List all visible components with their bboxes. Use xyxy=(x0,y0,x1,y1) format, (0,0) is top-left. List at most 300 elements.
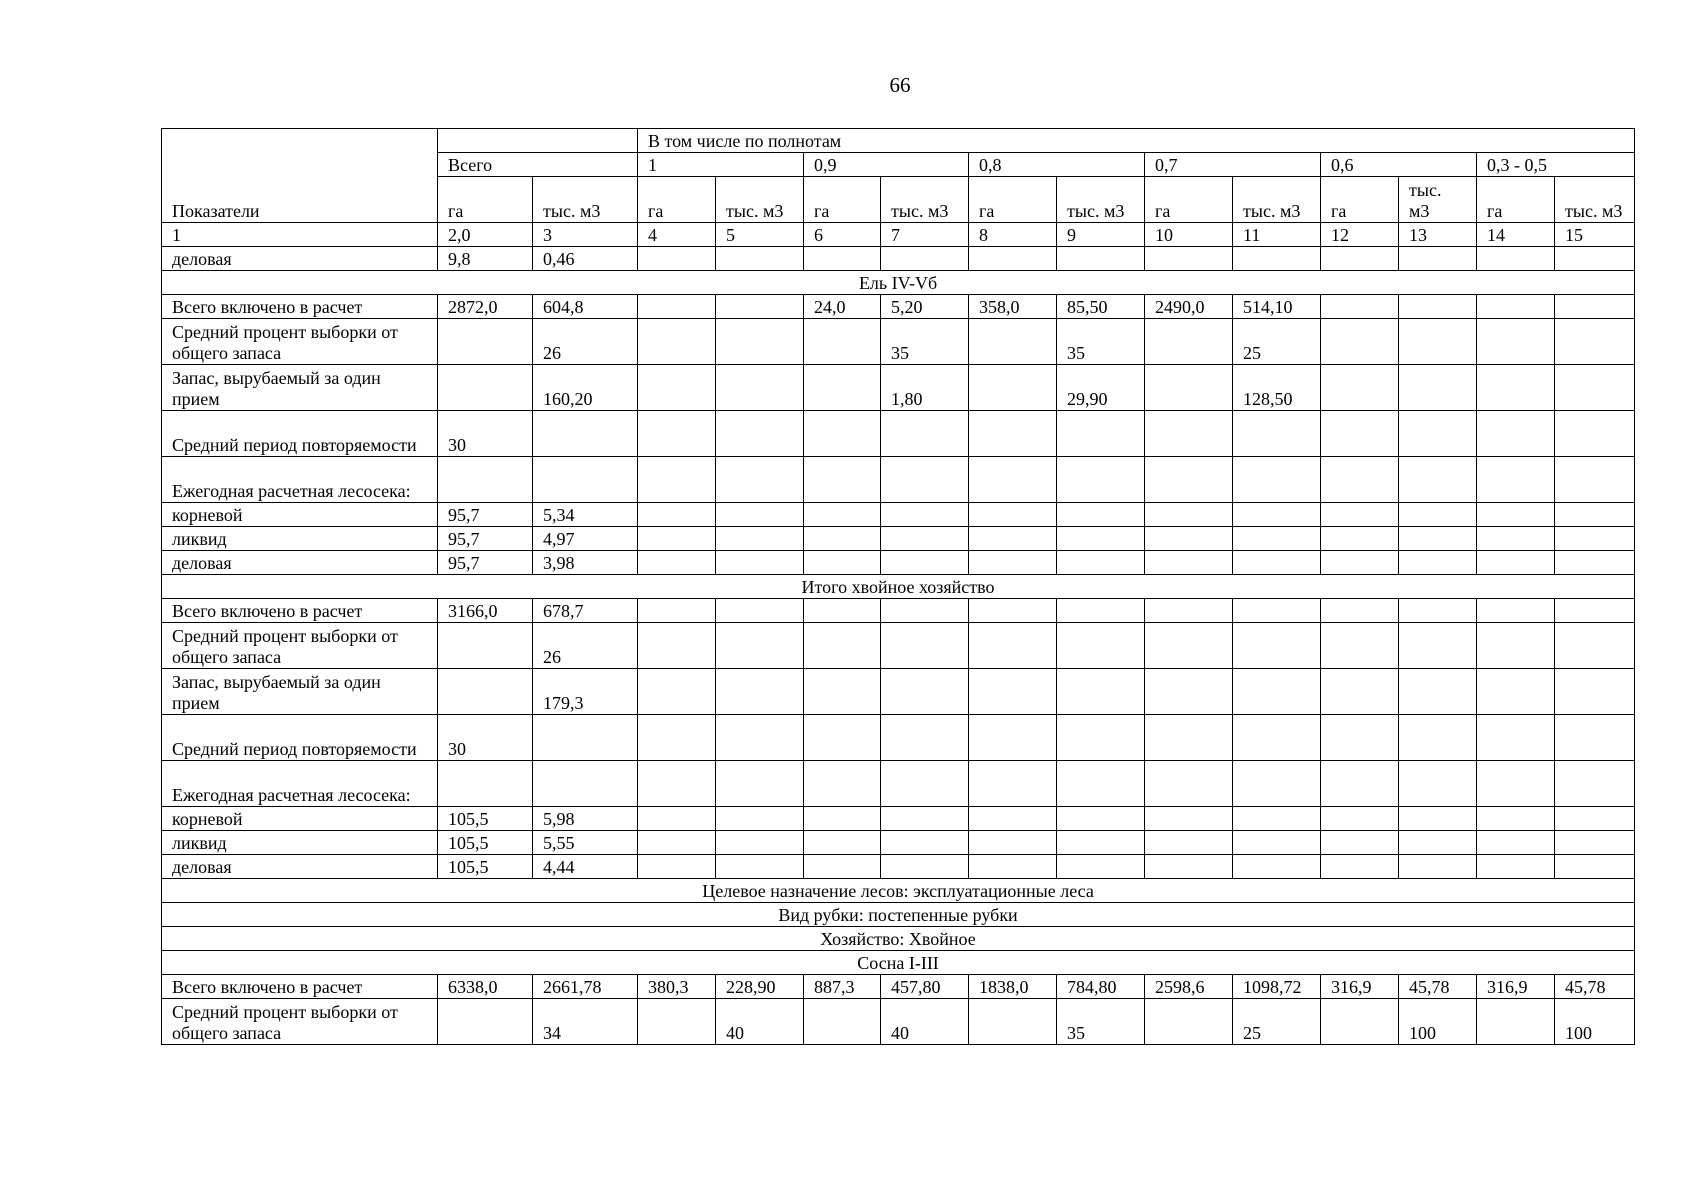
cell-value xyxy=(804,669,881,715)
cell-value: 5,34 xyxy=(533,503,638,527)
cell-value xyxy=(638,527,716,551)
column-number: 3 xyxy=(533,223,638,247)
cell-value xyxy=(1321,623,1399,669)
cell-value xyxy=(804,551,881,575)
cell-value xyxy=(804,999,881,1045)
cell-value xyxy=(1057,411,1145,457)
cell-value xyxy=(1399,761,1477,807)
cell-value xyxy=(1555,831,1635,855)
cell-value xyxy=(1477,855,1555,879)
cell-value xyxy=(969,503,1057,527)
cell-value xyxy=(1555,623,1635,669)
cell-value: 105,5 xyxy=(438,807,533,831)
cell-value xyxy=(438,457,533,503)
row-label: Всего включено в расчет xyxy=(162,975,438,999)
cell-value xyxy=(881,411,969,457)
column-number: 13 xyxy=(1399,223,1477,247)
row-label: ликвид xyxy=(162,527,438,551)
table-row xyxy=(162,599,1635,623)
cell-value xyxy=(881,761,969,807)
cell-value: 3166,0 xyxy=(438,599,533,623)
cell-value xyxy=(1233,623,1321,669)
cell-value xyxy=(533,457,638,503)
column-number: 8 xyxy=(969,223,1057,247)
cell-value xyxy=(1555,669,1635,715)
column-number: 12 xyxy=(1321,223,1399,247)
cell-value xyxy=(804,761,881,807)
cell-value xyxy=(716,715,804,761)
cell-value: 25 xyxy=(1233,319,1321,365)
cell-value xyxy=(1399,319,1477,365)
cell-value xyxy=(716,295,804,319)
cell-value xyxy=(969,527,1057,551)
cell-value xyxy=(1233,669,1321,715)
cell-value xyxy=(1145,503,1233,527)
cell-value xyxy=(1145,831,1233,855)
cell-value xyxy=(1145,623,1233,669)
cell-value: 5,98 xyxy=(533,807,638,831)
cell-value xyxy=(438,761,533,807)
cell-value: 0,46 xyxy=(533,247,638,271)
cell-value xyxy=(1321,319,1399,365)
cell-value xyxy=(638,551,716,575)
cell-value xyxy=(1233,807,1321,831)
cell-value xyxy=(716,411,804,457)
cell-value xyxy=(969,319,1057,365)
header-density: 0,6 xyxy=(1321,153,1477,177)
table-row xyxy=(162,411,1635,457)
cell-value xyxy=(638,831,716,855)
cell-value xyxy=(804,599,881,623)
header-unit-thous-m3: тыс. м3 xyxy=(533,177,638,223)
cell-value xyxy=(1145,551,1233,575)
header-density: 0,9 xyxy=(804,153,969,177)
cell-value xyxy=(1477,247,1555,271)
cell-value xyxy=(1321,457,1399,503)
cell-value: 9,8 xyxy=(438,247,533,271)
cell-value xyxy=(1399,623,1477,669)
row-label: Средний период повторяемости xyxy=(162,715,438,761)
cell-value xyxy=(1477,623,1555,669)
cell-value xyxy=(881,527,969,551)
cell-value: 30 xyxy=(438,715,533,761)
cell-value: 2872,0 xyxy=(438,295,533,319)
cell-value xyxy=(638,457,716,503)
cell-value: 887,3 xyxy=(804,975,881,999)
cell-value xyxy=(1399,669,1477,715)
cell-value xyxy=(716,247,804,271)
cell-value: 316,9 xyxy=(1321,975,1399,999)
cell-value xyxy=(716,761,804,807)
cell-value xyxy=(969,247,1057,271)
cell-value xyxy=(716,855,804,879)
cell-value xyxy=(1555,503,1635,527)
cell-value: 34 xyxy=(533,999,638,1045)
header-density: 0,8 xyxy=(969,153,1145,177)
cell-value xyxy=(638,411,716,457)
cell-value xyxy=(1477,457,1555,503)
header-unit-thous-m3: тыс. м3 xyxy=(881,177,969,223)
section-heading: Вид рубки: постепенные рубки xyxy=(162,903,1635,927)
row-label: Запас, вырубаемый за один прием xyxy=(162,669,438,715)
header-by-density: В том числе по полнотам xyxy=(638,129,1635,153)
cell-value xyxy=(1555,457,1635,503)
cell-value xyxy=(1233,761,1321,807)
cell-value xyxy=(969,999,1057,1045)
cell-value xyxy=(1555,715,1635,761)
cell-value xyxy=(1477,551,1555,575)
cell-value xyxy=(438,623,533,669)
header-total: Всего xyxy=(438,153,638,177)
cell-value xyxy=(1477,807,1555,831)
row-label: Средний период повторяемости xyxy=(162,411,438,457)
cell-value xyxy=(804,457,881,503)
cell-value: 26 xyxy=(533,319,638,365)
cell-value xyxy=(1233,599,1321,623)
cell-value: 5,20 xyxy=(881,295,969,319)
cell-value xyxy=(881,599,969,623)
cell-value: 35 xyxy=(1057,999,1145,1045)
cell-value xyxy=(1145,599,1233,623)
page-number: 66 xyxy=(889,73,911,97)
column-number: 14 xyxy=(1477,223,1555,247)
cell-value xyxy=(638,855,716,879)
cell-value: 4,97 xyxy=(533,527,638,551)
table-row xyxy=(162,247,1635,271)
cell-value xyxy=(969,715,1057,761)
header-total-blank xyxy=(438,129,638,153)
cell-value xyxy=(1555,807,1635,831)
column-number: 2,0 xyxy=(438,223,533,247)
cell-value: 100 xyxy=(1555,999,1635,1045)
cell-value xyxy=(804,831,881,855)
cell-value xyxy=(1145,457,1233,503)
cell-value xyxy=(1321,527,1399,551)
section-heading: Итого хвойное хозяйство xyxy=(162,575,1635,599)
cell-value xyxy=(1399,295,1477,319)
cell-value xyxy=(716,551,804,575)
column-number: 11 xyxy=(1233,223,1321,247)
cell-value: 95,7 xyxy=(438,527,533,551)
cell-value xyxy=(716,365,804,411)
row-label: Всего включено в расчет xyxy=(162,599,438,623)
cell-value xyxy=(804,503,881,527)
cell-value xyxy=(1399,807,1477,831)
cell-value xyxy=(1145,247,1233,271)
cell-value xyxy=(804,807,881,831)
cell-value: 45,78 xyxy=(1399,975,1477,999)
cell-value xyxy=(1399,411,1477,457)
cell-value xyxy=(638,807,716,831)
cell-value xyxy=(1233,503,1321,527)
header-unit-ha: га xyxy=(638,177,716,223)
cell-value xyxy=(1057,247,1145,271)
row-label: деловая xyxy=(162,551,438,575)
cell-value xyxy=(638,503,716,527)
cell-value xyxy=(1057,807,1145,831)
cell-value: 6338,0 xyxy=(438,975,533,999)
cell-value xyxy=(881,623,969,669)
cell-value xyxy=(1233,247,1321,271)
cell-value xyxy=(969,551,1057,575)
column-number: 4 xyxy=(638,223,716,247)
cell-value xyxy=(1477,761,1555,807)
cell-value xyxy=(1555,319,1635,365)
header-unit-thous-m3: тыс. м3 xyxy=(1057,177,1145,223)
cell-value xyxy=(1057,855,1145,879)
cell-value xyxy=(804,527,881,551)
cell-value xyxy=(804,623,881,669)
section-heading: Сосна I-III xyxy=(162,951,1635,975)
table-row xyxy=(162,623,1635,669)
cell-value: 2598,6 xyxy=(1145,975,1233,999)
cell-value xyxy=(804,715,881,761)
cell-value xyxy=(1057,457,1145,503)
cell-value xyxy=(1057,503,1145,527)
table-row xyxy=(162,951,1635,975)
header-unit-thous-m3: тыс. м3 xyxy=(1555,177,1635,223)
section-heading: Ель IV-Vб xyxy=(162,271,1635,295)
cell-value xyxy=(716,623,804,669)
table-row xyxy=(162,223,1635,247)
cell-value xyxy=(1145,669,1233,715)
cell-value: 3,98 xyxy=(533,551,638,575)
cell-value xyxy=(1321,247,1399,271)
cell-value: 604,8 xyxy=(533,295,638,319)
cell-value xyxy=(1233,831,1321,855)
cell-value xyxy=(1145,761,1233,807)
row-label: Средний процент выборки от общего запаса xyxy=(162,623,438,669)
cell-value xyxy=(1399,457,1477,503)
cell-value xyxy=(969,855,1057,879)
cell-value xyxy=(1477,715,1555,761)
cell-value xyxy=(438,999,533,1045)
cell-value xyxy=(1321,599,1399,623)
cell-value xyxy=(1477,599,1555,623)
cell-value xyxy=(1477,365,1555,411)
cell-value: 30 xyxy=(438,411,533,457)
cell-value xyxy=(1555,855,1635,879)
cell-value xyxy=(1145,715,1233,761)
cell-value xyxy=(1321,295,1399,319)
cell-value xyxy=(881,807,969,831)
cell-value xyxy=(638,247,716,271)
cell-value xyxy=(1555,527,1635,551)
table-row xyxy=(162,575,1635,599)
cell-value xyxy=(1057,715,1145,761)
header-unit-thous-m3: тыс. м3 xyxy=(716,177,804,223)
cell-value xyxy=(1321,411,1399,457)
table-row xyxy=(162,927,1635,951)
cell-value xyxy=(969,411,1057,457)
cell-value: 784,80 xyxy=(1057,975,1145,999)
table-row xyxy=(162,365,1635,411)
cell-value xyxy=(1057,623,1145,669)
cell-value xyxy=(1145,319,1233,365)
cell-value: 514,10 xyxy=(1233,295,1321,319)
cell-value xyxy=(1399,365,1477,411)
cell-value xyxy=(638,669,716,715)
cell-value xyxy=(1477,669,1555,715)
cell-value xyxy=(1321,831,1399,855)
row-label: деловая xyxy=(162,855,438,879)
cell-value xyxy=(1477,831,1555,855)
cell-value xyxy=(1321,715,1399,761)
cell-value xyxy=(716,669,804,715)
cell-value xyxy=(716,503,804,527)
cell-value xyxy=(1477,999,1555,1045)
header-unit-ha: га xyxy=(969,177,1057,223)
cell-value xyxy=(969,669,1057,715)
row-label: деловая xyxy=(162,247,438,271)
header-density: 0,3 - 0,5 xyxy=(1477,153,1635,177)
cell-value xyxy=(638,761,716,807)
cell-value xyxy=(1233,457,1321,503)
cell-value xyxy=(1399,503,1477,527)
header-unit-thous-m3: тыс. м3 xyxy=(1399,177,1477,223)
table-row xyxy=(162,669,1635,715)
cell-value xyxy=(716,457,804,503)
cell-value: 26 xyxy=(533,623,638,669)
cell-value: 29,90 xyxy=(1057,365,1145,411)
cell-value xyxy=(881,669,969,715)
cell-value xyxy=(716,319,804,365)
forest-felling-table xyxy=(161,128,1635,1045)
cell-value xyxy=(1477,319,1555,365)
cell-value xyxy=(1555,247,1635,271)
cell-value xyxy=(1145,999,1233,1045)
cell-value xyxy=(1555,365,1635,411)
table-row xyxy=(162,527,1635,551)
cell-value xyxy=(533,715,638,761)
column-number: 6 xyxy=(804,223,881,247)
table-row xyxy=(162,129,1635,153)
row-label: Средний процент выборки от общего запаса xyxy=(162,319,438,365)
cell-value xyxy=(1399,599,1477,623)
cell-value: 35 xyxy=(1057,319,1145,365)
table-row xyxy=(162,855,1635,879)
cell-value xyxy=(1477,503,1555,527)
cell-value: 1,80 xyxy=(881,365,969,411)
cell-value: 35 xyxy=(881,319,969,365)
cell-value: 2661,78 xyxy=(533,975,638,999)
cell-value: 160,20 xyxy=(533,365,638,411)
cell-value: 24,0 xyxy=(804,295,881,319)
cell-value xyxy=(1477,295,1555,319)
cell-value xyxy=(1399,527,1477,551)
cell-value xyxy=(969,831,1057,855)
cell-value: 45,78 xyxy=(1555,975,1635,999)
cell-value: 179,3 xyxy=(533,669,638,715)
cell-value xyxy=(1321,855,1399,879)
cell-value xyxy=(1057,761,1145,807)
row-label: Средний процент выборки от общего запаса xyxy=(162,999,438,1045)
header-unit-ha: га xyxy=(1321,177,1399,223)
header-density: 0,7 xyxy=(1145,153,1321,177)
cell-value xyxy=(804,319,881,365)
cell-value xyxy=(1145,527,1233,551)
cell-value xyxy=(1555,599,1635,623)
table-row xyxy=(162,999,1635,1045)
cell-value: 105,5 xyxy=(438,831,533,855)
cell-value xyxy=(638,999,716,1045)
cell-value xyxy=(1233,551,1321,575)
row-label: корневой xyxy=(162,503,438,527)
cell-value xyxy=(804,247,881,271)
row-label: Всего включено в расчет xyxy=(162,295,438,319)
column-number: 9 xyxy=(1057,223,1145,247)
cell-value xyxy=(804,855,881,879)
table-row xyxy=(162,831,1635,855)
table-row xyxy=(162,761,1635,807)
cell-value xyxy=(1145,855,1233,879)
cell-value: 1838,0 xyxy=(969,975,1057,999)
cell-value xyxy=(1399,715,1477,761)
row-label: Запас, вырубаемый за один прием xyxy=(162,365,438,411)
section-heading: Целевое назначение лесов: эксплуатационные леса xyxy=(162,879,1635,903)
header-unit-ha: га xyxy=(1477,177,1555,223)
cell-value xyxy=(438,365,533,411)
table-row xyxy=(162,903,1635,927)
cell-value xyxy=(638,623,716,669)
cell-value xyxy=(1145,365,1233,411)
table-row xyxy=(162,271,1635,295)
cell-value xyxy=(638,599,716,623)
cell-value: 4,44 xyxy=(533,855,638,879)
cell-value xyxy=(881,503,969,527)
cell-value: 95,7 xyxy=(438,503,533,527)
cell-value xyxy=(969,807,1057,831)
cell-value xyxy=(1555,551,1635,575)
cell-value xyxy=(1321,503,1399,527)
section-heading: Хозяйство: Хвойное xyxy=(162,927,1635,951)
row-label: Ежегодная расчетная лесосека: xyxy=(162,761,438,807)
cell-value xyxy=(716,599,804,623)
table-row xyxy=(162,807,1635,831)
cell-value xyxy=(1399,247,1477,271)
cell-value: 100 xyxy=(1399,999,1477,1045)
cell-value xyxy=(804,411,881,457)
table-row xyxy=(162,457,1635,503)
cell-value xyxy=(638,319,716,365)
cell-value xyxy=(1145,411,1233,457)
cell-value xyxy=(1477,411,1555,457)
cell-value: 40 xyxy=(716,999,804,1045)
cell-value: 358,0 xyxy=(969,295,1057,319)
cell-value xyxy=(1555,761,1635,807)
table-row xyxy=(162,551,1635,575)
cell-value: 128,50 xyxy=(1233,365,1321,411)
cell-value xyxy=(1555,411,1635,457)
column-number: 7 xyxy=(881,223,969,247)
column-number: 15 xyxy=(1555,223,1635,247)
cell-value xyxy=(1233,715,1321,761)
cell-value xyxy=(969,623,1057,669)
cell-value xyxy=(438,319,533,365)
cell-value: 380,3 xyxy=(638,975,716,999)
cell-value xyxy=(881,551,969,575)
cell-value xyxy=(1399,551,1477,575)
row-label: Ежегодная расчетная лесосека: xyxy=(162,457,438,503)
cell-value xyxy=(881,831,969,855)
cell-value xyxy=(1233,527,1321,551)
cell-value: 95,7 xyxy=(438,551,533,575)
cell-value xyxy=(1555,295,1635,319)
cell-value: 1098,72 xyxy=(1233,975,1321,999)
cell-value xyxy=(969,599,1057,623)
cell-value xyxy=(1057,599,1145,623)
table-row xyxy=(162,319,1635,365)
